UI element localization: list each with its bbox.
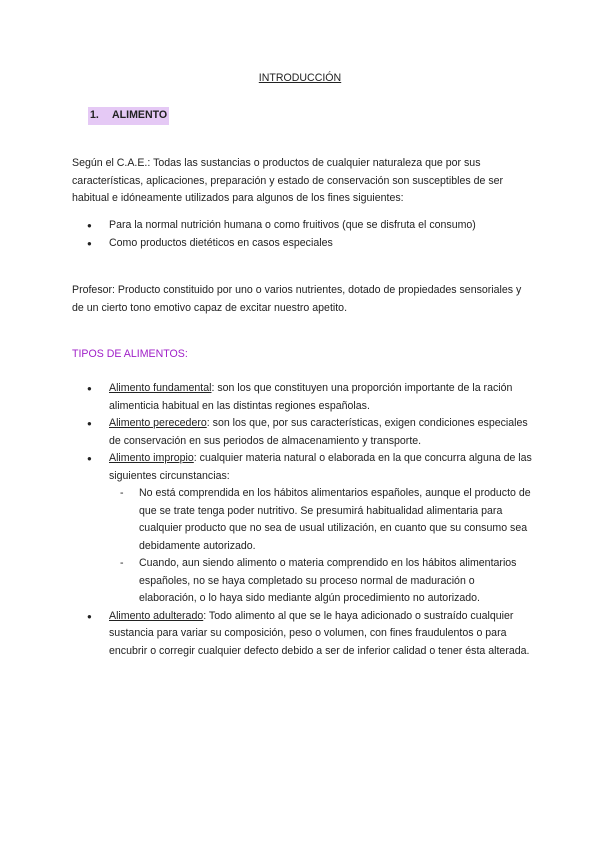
- term: Alimento impropio: [109, 452, 194, 464]
- section-heading-text: ALIMENTO: [112, 109, 168, 121]
- cae-definition-paragraph: Según el C.A.E.: Todas las sustancias o productos de cualquier naturaleza que por sus características, aplicaciones, preparación y estado de conservación son susceptibles de ser habitual e idóneamente utilizados para algunos de los fines siguientes:: [72, 157, 504, 204]
- cae-purpose-list: [72, 217, 532, 252]
- definition: : son los que constituyen una proporción importante de la ración alimenticia habitual en las distintas regiones españolas.: [109, 382, 513, 412]
- bullet-icon: ●: [87, 611, 92, 621]
- sublist-item-text: Cuando, aun siendo alimento o materia comprendido en los hábitos alimentarios españoles, no se haya completado su proceso normal de maduración o elaboración, o lo haya sido mediante algún procedimiento no autorizado.: [139, 557, 517, 604]
- tipos-heading: TIPOS DE ALIMENTOS:: [72, 348, 188, 360]
- sublist-item-text: No está comprendida en los hábitos alimentarios españoles, aunque el producto de que se trate tenga poder nutritivo. Se presumirá habitualidad alimentaria para cualquier producto que no sea de usual utilización, en cuanto que su consumo sea debidamente autorizado.: [139, 487, 531, 552]
- list-item: [72, 415, 532, 450]
- dash-icon: -: [120, 487, 124, 499]
- definition: : Todo alimento al que se le haya adicionado o sustraído cualquier sustancia para variar su composición, peso o volumen, con fines fraudulentos o para encubrir o corregir cualquier defecto debido a ser de inferior calidad o tener ésta alterada.: [109, 609, 530, 657]
- term: Alimento perecedero: [109, 417, 207, 429]
- tipos-list: [72, 380, 532, 660]
- bullet-icon: ●: [87, 419, 92, 428]
- bullet-icon: ●: [87, 384, 92, 393]
- list-item: [72, 380, 532, 415]
- definition: : cualquier materia natural o elaborada en la que concurra alguna de las siguientes circunstancias:: [109, 452, 532, 482]
- bullet-icon: ●: [87, 454, 92, 463]
- profesor-definition-paragraph: Profesor: Producto constituido por uno o varios nutrientes, dotado de propiedades sensoriales y de un cierto tono emotivo capaz de excitar nuestro apetito.: [72, 284, 522, 314]
- definition: : son los que, por sus características, exigen condiciones especiales de conservación en sus periodos de almacenamiento y transporte.: [109, 417, 528, 447]
- section-heading-alimento: [88, 107, 169, 125]
- sublist-item: [109, 555, 532, 608]
- list-item-text: Como productos dietéticos en casos especiales: [109, 236, 333, 249]
- bullet-icon: ●: [87, 238, 92, 248]
- list-item: [72, 217, 532, 235]
- list-item: [72, 608, 532, 661]
- term: Alimento fundamental: [109, 382, 212, 394]
- sublist: [109, 485, 532, 608]
- term: Alimento adulterado: [109, 609, 204, 622]
- list-item: [72, 450, 532, 608]
- list-item-text: Para la normal nutrición humana o como fruitivos (que se disfruta el consumo): [109, 219, 476, 231]
- page-title: INTRODUCCIÓN: [258, 72, 342, 84]
- section-number: 1.: [90, 109, 99, 121]
- sublist-item: [109, 485, 532, 555]
- dash-icon: -: [120, 557, 124, 569]
- bullet-icon: ●: [87, 221, 92, 230]
- list-item: [72, 235, 532, 253]
